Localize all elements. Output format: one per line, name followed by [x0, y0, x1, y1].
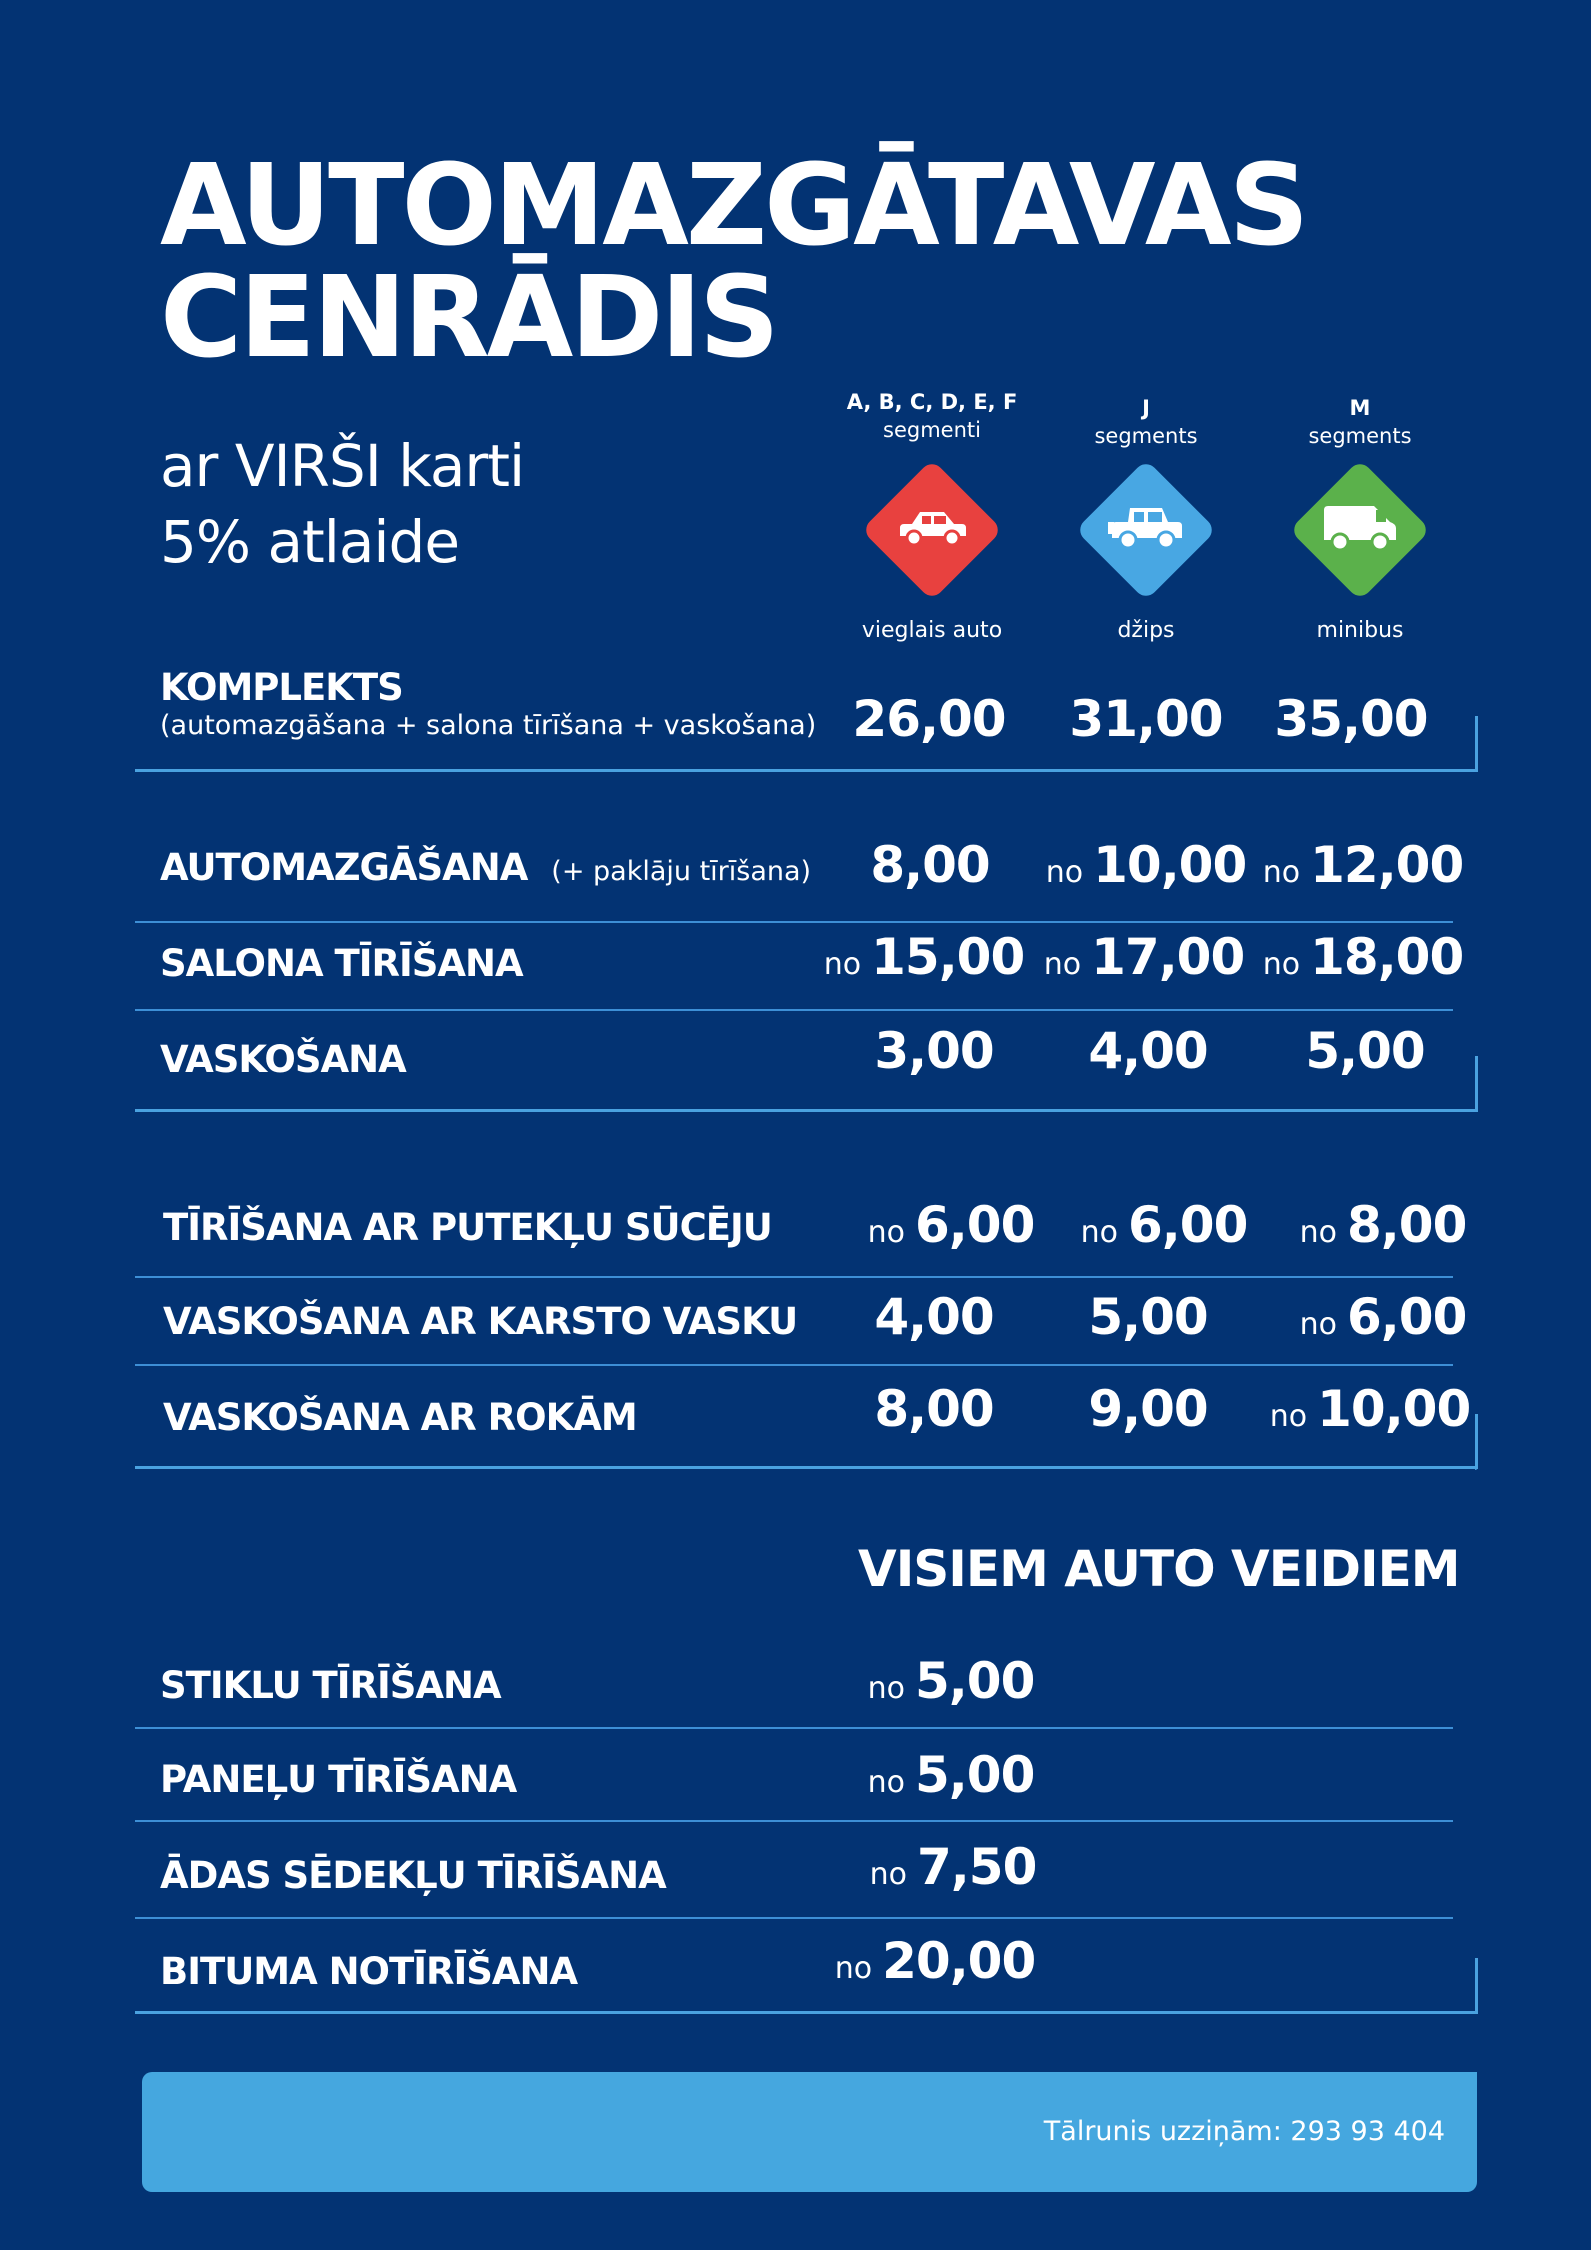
- jeep-icon: [1106, 498, 1186, 562]
- komplekts-price-3: 35,00: [1274, 690, 1428, 748]
- all-types-row-1-label: STIKLU TĪRĪŠANA: [160, 1664, 501, 1707]
- all-types-row-1-price: [836, 1652, 1066, 1710]
- row-divider: [135, 1727, 1453, 1729]
- segment-label-1: vieglais auto: [861, 618, 1003, 643]
- row-divider: [135, 1364, 1453, 1366]
- group2-row-1-label: TĪRĪŠANA AR PUTEKĻU SŪCĒJU: [163, 1206, 772, 1249]
- car-segment-badge: [862, 460, 1002, 600]
- price-prefix: no: [1262, 855, 1301, 890]
- subtitle-card: ar VIRŠI karti: [160, 432, 525, 500]
- jeep-segment-badge: [1076, 460, 1216, 600]
- price-prefix: no: [867, 1671, 905, 1706]
- segment-header-3: [1250, 394, 1470, 450]
- price-prefix: no: [867, 1215, 905, 1250]
- group2-row-2-label: VASKOŠANA AR KARSTO VASKU: [163, 1300, 798, 1343]
- price-prefix: no: [1043, 947, 1082, 982]
- price-value: 15,00: [871, 928, 1025, 986]
- group1-row-2-price-3: [1248, 928, 1478, 986]
- price-prefix: no: [1045, 855, 1084, 890]
- title-line-1: AUTOMAZGĀTAVAS: [160, 141, 1307, 271]
- van-segment-badge: [1290, 460, 1430, 600]
- service-name: AUTOMAZGĀŠANA: [160, 846, 528, 889]
- price-value: 10,00: [1093, 836, 1247, 894]
- segment-code: A, B, C, D, E, F: [846, 390, 1018, 414]
- section-bracket: [1475, 716, 1478, 772]
- segment-word: segmenti: [883, 418, 981, 442]
- price-value: 8,00: [870, 836, 990, 894]
- price-prefix: no: [823, 947, 862, 982]
- row-divider: [135, 1820, 1453, 1822]
- komplekts-label: KOMPLEKTS: [160, 666, 403, 709]
- car-icon: [892, 500, 972, 560]
- price-prefix: no: [1262, 947, 1301, 982]
- section-divider: [135, 2011, 1478, 2014]
- van-icon: [1318, 498, 1402, 562]
- price-value: 20,00: [882, 1932, 1036, 1990]
- all-types-row-4-price: [820, 1932, 1050, 1990]
- komplekts-price-1: 26,00: [852, 690, 1006, 748]
- footer-bar: [142, 2072, 1477, 2192]
- all-types-row-4-label: BITUMA NOTĪRĪŠANA: [160, 1950, 578, 1993]
- section-divider: [135, 1466, 1478, 1469]
- price-value: 6,00: [915, 1196, 1035, 1254]
- group2-row-2-price-1: 4,00: [874, 1288, 994, 1346]
- price-value: 12,00: [1310, 836, 1464, 894]
- price-value: 10,00: [1317, 1380, 1471, 1438]
- price-value: 17,00: [1091, 928, 1245, 986]
- price-prefix: no: [1299, 1215, 1337, 1250]
- price-prefix: no: [869, 1857, 907, 1892]
- price-value: 6,00: [1128, 1196, 1248, 1254]
- price-prefix: no: [1080, 1215, 1118, 1250]
- subtitle-discount: 5% atlaide: [160, 508, 460, 576]
- group1-row-3-price-1: 3,00: [874, 1022, 994, 1080]
- all-types-row-2-price: [836, 1746, 1066, 1804]
- komplekts-description: (automazgāšana + salona tīrīšana + vaskošana): [160, 710, 817, 741]
- row-divider: [135, 1917, 1453, 1919]
- segment-word: segments: [1094, 424, 1198, 448]
- all-types-row-3-label: ĀDAS SĒDEKĻU TĪRĪŠANA: [160, 1854, 666, 1897]
- segment-code: M: [1349, 396, 1371, 420]
- segment-label-3: minibus: [1316, 618, 1404, 643]
- row-divider: [135, 1276, 1453, 1278]
- section-divider: [135, 1109, 1478, 1112]
- price-value: 18,00: [1310, 928, 1464, 986]
- section-bracket: [1475, 1414, 1478, 1470]
- group1-row-1-price-1: [815, 836, 1045, 894]
- komplekts-price-2: 31,00: [1069, 690, 1223, 748]
- price-value: 6,00: [1347, 1288, 1467, 1346]
- price-value: 5,00: [915, 1746, 1035, 1804]
- group2-row-3-price-3: [1255, 1380, 1485, 1438]
- segment-header-2: [1036, 394, 1256, 450]
- price-value: 5,00: [915, 1652, 1035, 1710]
- price-prefix: no: [834, 1951, 873, 1986]
- group2-row-3-label: VASKOŠANA AR ROKĀM: [163, 1396, 637, 1439]
- group1-row-2-label: SALONA TĪRĪŠANA: [160, 942, 523, 985]
- segment-code: J: [1142, 396, 1150, 420]
- price-prefix: no: [1299, 1307, 1337, 1342]
- group1-row-2-price-1: [809, 928, 1039, 986]
- price-value: 7,50: [917, 1838, 1037, 1896]
- group2-row-3-price-2: 9,00: [1088, 1380, 1208, 1438]
- title-line-2: CENRĀDIS: [160, 253, 777, 383]
- all-types-row-2-label: PANEĻU TĪRĪŠANA: [160, 1758, 517, 1801]
- segment-header-1: [822, 388, 1042, 444]
- price-value: 8,00: [1347, 1196, 1467, 1254]
- group1-row-3-price-2: 4,00: [1088, 1022, 1208, 1080]
- group1-row-1-price-2: [1031, 836, 1261, 894]
- group1-row-3-label: VASKOŠANA: [160, 1038, 406, 1081]
- group2-row-2-price-3: [1268, 1288, 1498, 1346]
- price-prefix: no: [1269, 1399, 1308, 1434]
- group2-row-1-price-3: [1268, 1196, 1498, 1254]
- group2-row-2-price-2: 5,00: [1088, 1288, 1208, 1346]
- segment-label-2: džips: [1117, 618, 1175, 643]
- group1-row-2-price-2: [1029, 928, 1259, 986]
- row-divider: [135, 1009, 1453, 1011]
- service-note: (+ paklāju tīrīšana): [551, 856, 812, 887]
- group1-row-1-label: [160, 846, 811, 889]
- section-bracket: [1475, 1056, 1478, 1112]
- group1-row-1-price-3: [1248, 836, 1478, 894]
- segment-word: segments: [1308, 424, 1412, 448]
- row-divider: [135, 921, 1453, 923]
- section-divider: [135, 769, 1478, 772]
- section-bracket: [1475, 1958, 1478, 2014]
- all-types-heading: VISIEM AUTO VEIDIEM: [858, 1540, 1460, 1598]
- group2-row-3-price-1: 8,00: [874, 1380, 994, 1438]
- group2-row-1-price-2: [1049, 1196, 1279, 1254]
- phone-info: Tālrunis uzziņām: 293 93 404: [1043, 2116, 1445, 2147]
- group2-row-1-price-1: [836, 1196, 1066, 1254]
- all-types-row-3-price: [838, 1838, 1068, 1896]
- price-prefix: no: [867, 1765, 905, 1800]
- group1-row-3-price-3: 5,00: [1305, 1022, 1425, 1080]
